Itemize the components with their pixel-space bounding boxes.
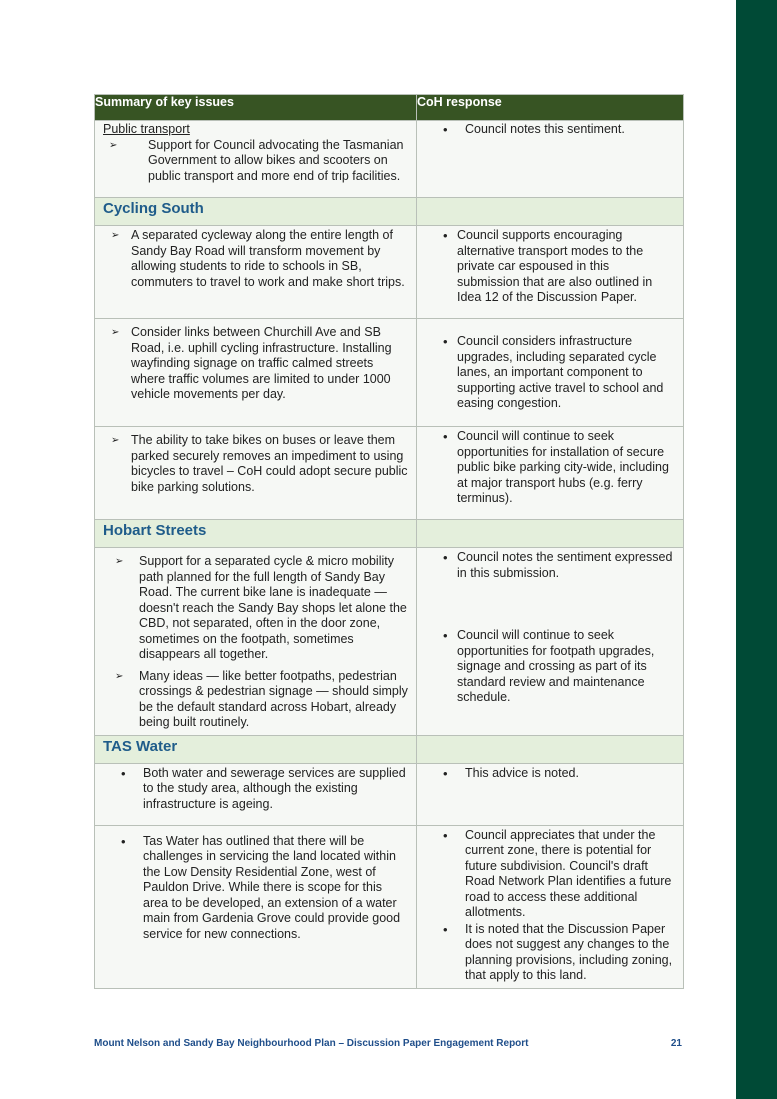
table-row — [95, 427, 684, 520]
section-title: Hobart Streets — [95, 520, 417, 548]
table-row — [95, 825, 684, 988]
public-transport-subheading: Public transport — [103, 122, 190, 136]
section-title: TAS Water — [95, 735, 417, 763]
section-hobart-streets — [95, 520, 684, 548]
section-tas-water — [95, 735, 684, 763]
issue-item: ➢ Many ideas — like better footpaths, pedestrian crossings & pedestrian signage — should simply be the default standard across Hobart, already being built routinely. — [97, 669, 408, 731]
response-item: • This advice is noted. — [425, 766, 675, 782]
response-item: • Council notes the sentiment expressed in this submission. — [425, 550, 675, 581]
section-cycling-south — [95, 198, 684, 226]
table-row — [95, 548, 684, 736]
issue-item: • Tas Water has outlined that there will be challenges in servicing the land located within the Low Density Residential Zone, west of Pauldon Drive. While there is scope for this area to be developed, an extension of a water main from Gardenia Grove could provide good service for new connections. — [103, 834, 408, 943]
issue-item: ➢ Support for Council advocating the Tasmanian Government to allow bikes and scooters on public transport and more end of trip facilities. — [101, 138, 408, 185]
response-item: • Council supports encouraging alternative transport modes to the private car espoused in this submission that are also outlined in Idea 12 of the Discussion Paper. — [425, 228, 675, 306]
key-issues-table — [94, 94, 684, 989]
page-number: 21 — [670, 1038, 682, 1049]
issue-item: ➢ The ability to take bikes on buses or leave them parked securely removes an impediment to using bicycles to travel – CoH could adopt secure public bike parking solutions. — [103, 433, 408, 495]
side-color-bar — [736, 0, 777, 1099]
header-summary: Summary of key issues — [95, 95, 417, 121]
table-row — [95, 226, 684, 319]
issue-item: • Both water and sewerage services are supplied to the study area, although the existing infrastructure is ageing. — [103, 766, 408, 813]
table-header-row — [95, 95, 684, 121]
response-item: • Council will continue to seek opportunities for footpath upgrades, signage and crossing as part of its standard review and maintenance schedule. — [425, 628, 675, 706]
issue-item: ➢ Consider links between Churchill Ave and SB Road, i.e. uphill cycling infrastructure. Installing wayfinding signage on traffic calmed streets where traffic volumes are limited to under 1000 vehicle movements per day. — [103, 325, 408, 403]
table-row — [95, 763, 684, 825]
page-footer — [94, 1038, 682, 1049]
response-item: • It is noted that the Discussion Paper does not suggest any changes to the planning provisions, including zoning, that apply to this land. — [425, 922, 675, 984]
table-row — [95, 121, 684, 198]
header-response: CoH response — [417, 95, 684, 121]
response-item: • Council notes this sentiment. — [425, 122, 675, 138]
response-item: • Council will continue to seek opportunities for installation of secure public bike parking city-wide, including at major transport hubs (e.g. ferry terminus). — [425, 429, 675, 507]
issue-item: ➢ Support for a separated cycle & micro mobility path planned for the full length of Sandy Bay Road. The current bike lane is inadequate — doesn't reach the Sandy Bay shops let alone the CBD, not separated, often in the door zone, sometimes on the footpath, sometimes disappears all together. — [97, 554, 408, 663]
response-item: • Council considers infrastructure upgrades, including separated cycle lanes, an important component to supporting active travel to school and easing congestion. — [425, 334, 675, 412]
footer-title: Mount Nelson and Sandy Bay Neighbourhood Plan – Discussion Paper Engagement Report — [94, 1038, 529, 1049]
section-title: Cycling South — [95, 198, 417, 226]
issue-item: ➢ A separated cycleway along the entire length of Sandy Bay Road will transform movement by allowing students to ride to schools in SB, commuters to travel to work and make short trips. — [103, 228, 408, 290]
table-row — [95, 319, 684, 427]
response-item: • Council appreciates that under the current zone, there is potential for future subdivision. Council's draft Road Network Plan identifies a future road to access these additional allotments. — [425, 828, 675, 921]
